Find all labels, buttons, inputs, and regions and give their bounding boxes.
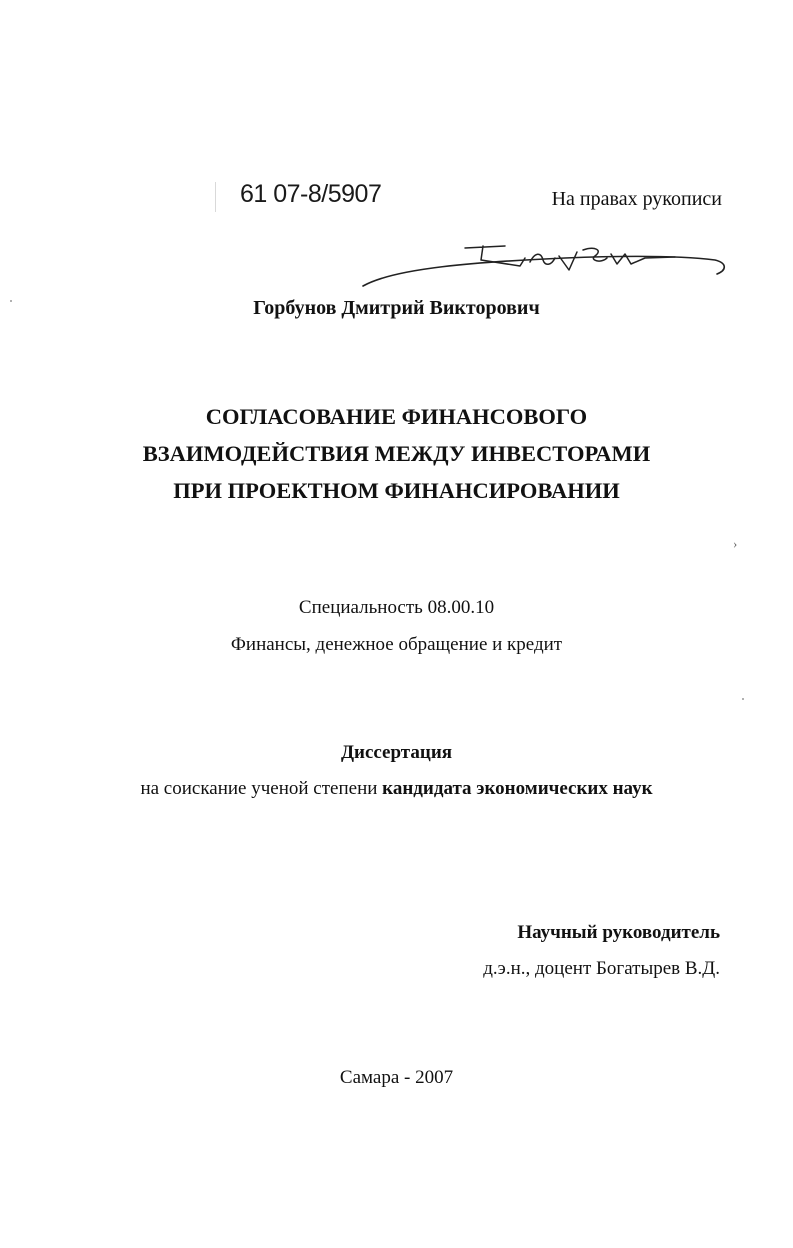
dissertation-label: Диссертация [340,742,453,763]
scan-artifact-dot [10,300,12,302]
handwritten-signature [355,236,735,292]
specialty-code: Специальность 08.00.10 [298,597,495,618]
title-line-1: СОГЛАСОВАНИЕ ФИНАНСОВОГО [205,404,588,429]
scan-margin-mark [215,182,216,212]
registration-code: 61 07-8/5907 [240,180,382,208]
rights-note: На правах рукописи [551,188,722,210]
title-line-2: ВЗАИМОДЕЙСТВИЯ МЕЖДУ ИНВЕСТОРАМИ [142,441,651,466]
degree-prefix: на соискание ученой степени [140,778,378,799]
dissertation-title [0,398,793,509]
degree-name: кандидата экономических наук [382,778,653,799]
scan-artifact-dot [742,698,744,700]
degree-line [0,778,793,800]
supervisor-label: Научный руководитель [517,922,720,943]
city-year: Самара - 2007 [339,1067,454,1088]
supervisor-name: д.э.н., доцент Богатырев В.Д. [483,958,720,979]
scan-artifact-mark: › [733,536,738,551]
author-name: Горбунов Дмитрий Викторович [253,297,540,319]
specialty-name: Финансы, денежное обращение и кредит [230,634,563,655]
title-line-3: ПРИ ПРОЕКТНОМ ФИНАНСИРОВАНИИ [173,478,620,503]
